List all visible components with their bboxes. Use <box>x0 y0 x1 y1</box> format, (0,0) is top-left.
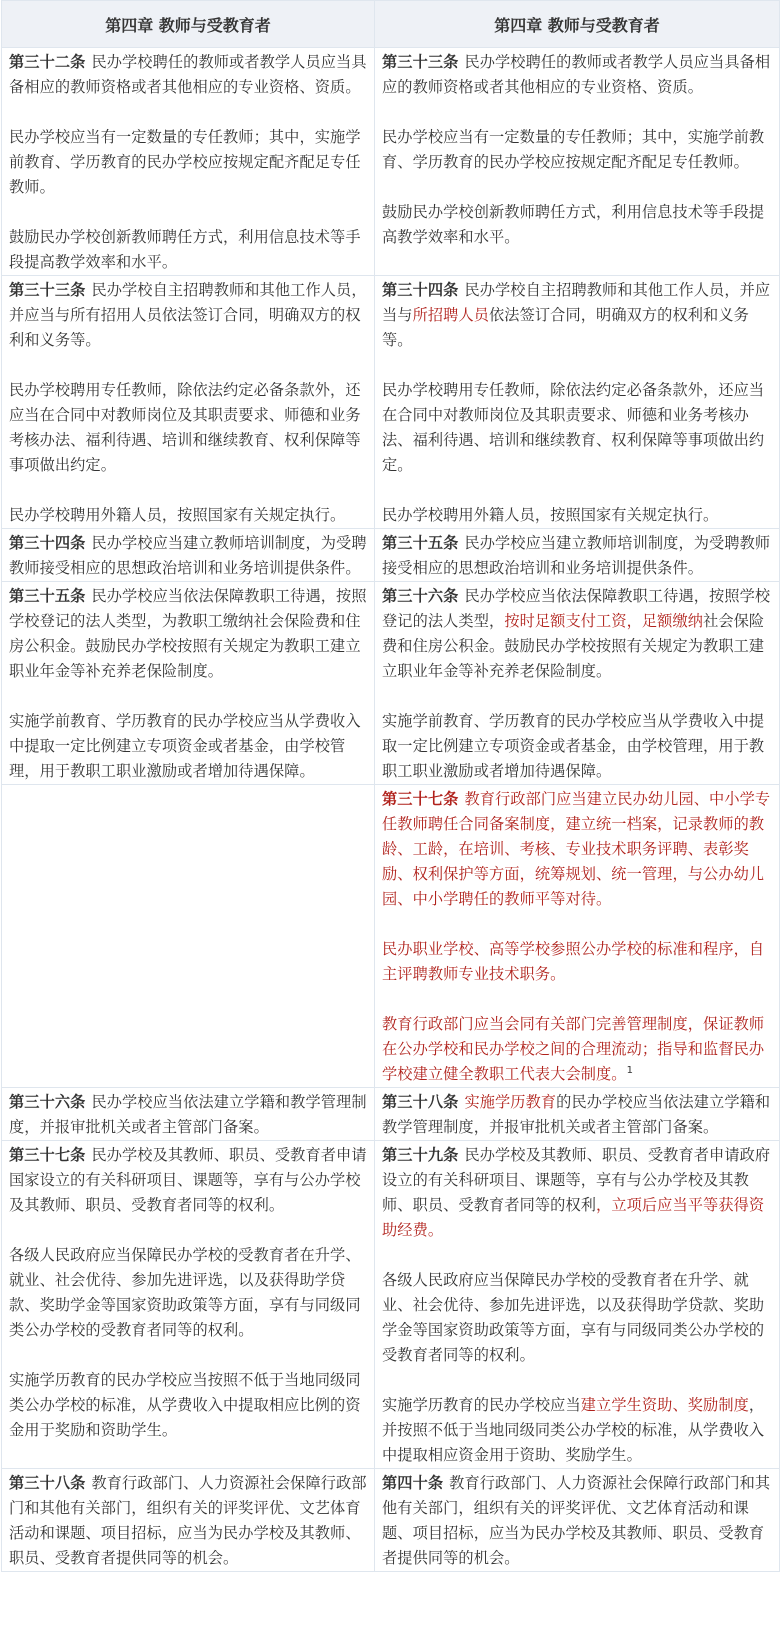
left-column-header: 第四章 教师与受教育者 <box>2 1 375 48</box>
changed-text: 所招聘人员 <box>412 306 490 324</box>
old-article-cell <box>2 48 375 276</box>
table-row <box>2 1088 780 1141</box>
paragraph <box>9 1143 368 1218</box>
paragraph: 鼓励民办学校创新教师聘任方式，利用信息技术等手段提高教学效率和水平。 <box>9 228 361 271</box>
old-article-cell <box>2 1141 375 1469</box>
paragraph-text: 民办学校自主招聘教师和其他工作人员，并应当与所有招用人员依法签订合同，明确双方的权利和义务等。 <box>9 281 367 349</box>
paragraph: 鼓励民办学校创新教师聘任方式，利用信息技术等手段提高教学效率和水平。 <box>382 203 765 246</box>
new-article-cell <box>375 1141 780 1469</box>
paragraph-text: 民办学校自主招聘教师和其他工作人员，并应当与 <box>382 281 771 324</box>
paragraph: 民办学校聘用外籍人员，按照国家有关规定执行。 <box>382 506 719 524</box>
paragraph-text: 民办学校应当依法保障教职工待遇，按照学校登记的法人类型， <box>382 587 771 630</box>
article-number: 第三十五条 <box>9 587 86 605</box>
new-article-cell <box>375 1088 780 1141</box>
article-number: 第三十三条 <box>9 281 86 299</box>
paragraph-text: 民办学校及其教师、职员、受教育者申请政府设立的有关科研项目、课题等，享有与公办学校及其教师、职员、受教育者同等的权利 <box>382 1146 771 1214</box>
footnote-marker: 1 <box>626 1064 634 1076</box>
paragraph: 民办学校应当有一定数量的专任教师；其中，实施学前教育、学历教育的民办学校应按规定配齐配足专任教师。 <box>9 128 361 196</box>
article-number: 第三十三条 <box>382 53 459 71</box>
table-row <box>2 1141 780 1469</box>
table-row <box>2 276 780 529</box>
changed-text: 按时足额支付工资，足额缴纳 <box>504 612 704 630</box>
paragraph-text: 民办学校及其教师、职员、受教育者申请国家设立的有关科研项目、课题等，享有与公办学校及其教师、职员、受教育者同等的权利。 <box>9 1146 367 1214</box>
paragraph: 民办学校聘用专任教师，除依法约定必备条款外，还应当在合同中对教师岗位及其职责要求、师德和业务考核办法、福利待遇、培训和继续教育、权利保障等事项做出约定。 <box>382 381 765 474</box>
article-number: 第三十二条 <box>9 53 86 71</box>
paragraph: 实施学历教育的民办学校应当按照不低于当地同级同类公办学校的标准，从学费收入中提取相应比例的资金用于奖励和资助学生。 <box>9 1371 361 1439</box>
paragraph-text: 教育行政部门应当会同有关部门完善管理制度，保证教师在公办学校和民办学校之间的合理流动；指导和监督民办学校建立健全教职工代表大会制度。 <box>382 1015 765 1083</box>
table-row <box>2 48 780 276</box>
table-row <box>2 582 780 785</box>
old-article-cell <box>2 276 375 529</box>
paragraph <box>382 1090 773 1140</box>
paragraph-text: 民办学校应当建立教师培训制度，为受聘教师接受相应的思想政治培训和业务培训提供条件。 <box>9 534 367 577</box>
article-number: 第三十八条 <box>9 1474 86 1492</box>
paragraph-text: 社会保险费和住房公积金。鼓励民办学校按照有关规定为教职工建立职业年金等补充养老保险制度。 <box>382 612 765 680</box>
table-header-row <box>2 1 780 48</box>
article-number: 第三十八条 <box>382 1093 459 1111</box>
changed-text: ，立项后应当平等获得资助经费。 <box>382 1196 765 1239</box>
paragraph <box>382 787 773 912</box>
table-row <box>2 1469 780 1572</box>
paragraph: 实施学前教育、学历教育的民办学校应当从学费收入中提取一定比例建立专项资金或者基金，由学校管理，用于教职工职业激励或者增加待遇保障。 <box>382 712 765 780</box>
article-number: 第四十条 <box>382 1474 444 1492</box>
comparison-table <box>1 0 780 1572</box>
paragraph <box>9 278 368 353</box>
paragraph <box>9 531 368 581</box>
paragraph-text: 教育行政部门、人力资源社会保障行政部门和其他有关部门，组织有关的评奖评优、文艺体育活动和课题、项目招标，应当为民办学校及其教师、职员、受教育者提供同等的机会。 <box>9 1474 367 1567</box>
article-number: 第三十九条 <box>382 1146 459 1164</box>
paragraph: 民办职业学校、高等学校参照公办学校的标准和程序，自主评聘教师专业技术职务。 <box>382 940 765 983</box>
paragraph-text: ，并按照不低于当地同级同类公办学校的标准，从学费收入中提取相应资金用于资助、奖励学生。 <box>382 1396 765 1464</box>
paragraph-text: 民办学校应当依法保障教职工待遇，按照学校登记的法人类型，为教职工缴纳社会保险费和住房公积金。鼓励民办学校按照有关规定为教职工建立职业年金等补充养老保险制度。 <box>9 587 367 680</box>
paragraph: 实施学前教育、学历教育的民办学校应当从学费收入中提取一定比例建立专项资金或者基金，由学校管理，用于教职工职业激励或者增加待遇保障。 <box>9 712 361 780</box>
old-article-cell <box>2 529 375 582</box>
paragraph <box>382 531 773 581</box>
paragraph-text: 民办学校聘任的教师或者教学人员应当具备相应的教师资格或者其他相应的专业资格、资质。 <box>9 53 367 96</box>
paragraph-text: 依法签订合同，明确双方的权利和义务等。 <box>382 306 749 349</box>
empty-cell <box>2 785 375 1088</box>
article-number: 第三十六条 <box>382 587 459 605</box>
paragraph-text: 教育行政部门、人力资源社会保障行政部门和其他有关部门，组织有关的评奖评优、文艺体育活动和课题、项目招标，应当为民办学校及其教师、职员、受教育者提供同等的机会。 <box>382 1474 771 1567</box>
paragraph <box>9 1471 368 1571</box>
table-row <box>2 529 780 582</box>
old-article-cell <box>2 582 375 785</box>
paragraph <box>9 1090 368 1140</box>
paragraph <box>9 50 368 100</box>
paragraph <box>382 278 773 353</box>
paragraph <box>382 1393 773 1468</box>
article-number: 第三十四条 <box>9 534 86 552</box>
article-number: 第三十五条 <box>382 534 459 552</box>
new-article-cell <box>375 582 780 785</box>
paragraph <box>382 1143 773 1243</box>
article-number: 第三十七条 <box>9 1146 86 1164</box>
paragraph <box>9 584 368 684</box>
paragraph: 各级人民政府应当保障民办学校的受教育者在升学、就业、社会优待、参加先进评选，以及获得助学贷款、奖助学金等国家资助政策等方面，享有与同级同类公办学校的受教育者同等的权利。 <box>382 1271 765 1364</box>
paragraph-text: 民办学校应当建立教师培训制度，为受聘教师接受相应的思想政治培训和业务培训提供条件。 <box>382 534 771 577</box>
paragraph: 各级人民政府应当保障民办学校的受教育者在升学、就业、社会优待、参加先进评选，以及获得助学贷款、奖助学金等国家资助政策等方面，享有与同级同类公办学校的受教育者同等的权利。 <box>9 1246 361 1339</box>
paragraph-text: 教育行政部门应当建立民办幼儿园、中小学专任教师聘任合同备案制度，建立统一档案，记录教师的教龄、工龄，在培训、考核、专业技术职务评聘、表彰奖励、权利保护等方面，统筹规划、统一管理，与公办幼儿园、中小学聘任的教师平等对待。 <box>382 790 771 908</box>
paragraph: 民办学校应当有一定数量的专任教师；其中，实施学前教育、学历教育的民办学校应按规定配齐配足专任教师。 <box>382 128 765 171</box>
right-column-header: 第四章 教师与受教育者 <box>375 1 780 48</box>
article-number: 第三十七条 <box>382 790 459 808</box>
paragraph <box>382 584 773 684</box>
paragraph <box>382 1471 773 1571</box>
new-article-cell <box>375 785 780 1088</box>
paragraph <box>382 50 773 100</box>
paragraph: 民办学校聘用专任教师，除依法约定必备条款外，还应当在合同中对教师岗位及其职责要求、师德和业务考核办法、福利待遇、培训和继续教育、权利保障等事项做出约定。 <box>9 381 361 474</box>
new-article-cell <box>375 529 780 582</box>
paragraph-text: 民办学校应当依法建立学籍和教学管理制度，并报审批机关或者主管部门备案。 <box>9 1093 367 1136</box>
new-article-cell <box>375 1469 780 1572</box>
old-article-cell <box>2 1088 375 1141</box>
paragraph-text: 民办学校聘任的教师或者教学人员应当具备相应的教师资格或者其他相应的专业资格、资质。 <box>382 53 771 96</box>
old-article-cell <box>2 1469 375 1572</box>
changed-text: 实施学历教育 <box>464 1093 557 1111</box>
changed-text: 建立学生资助、奖励制度 <box>580 1396 749 1414</box>
paragraph-text: 实施学历教育的民办学校应当 <box>382 1396 581 1414</box>
new-article-cell <box>375 276 780 529</box>
new-article-cell <box>375 48 780 276</box>
paragraph <box>382 1012 773 1087</box>
paragraph: 民办学校聘用外籍人员，按照国家有关规定执行。 <box>9 506 346 524</box>
paragraph-text: 的民办学校应当依法建立学籍和教学管理制度，并报审批机关或者主管部门备案。 <box>382 1093 771 1136</box>
article-number: 第三十六条 <box>9 1093 86 1111</box>
article-number: 第三十四条 <box>382 281 459 299</box>
table-row <box>2 785 780 1088</box>
